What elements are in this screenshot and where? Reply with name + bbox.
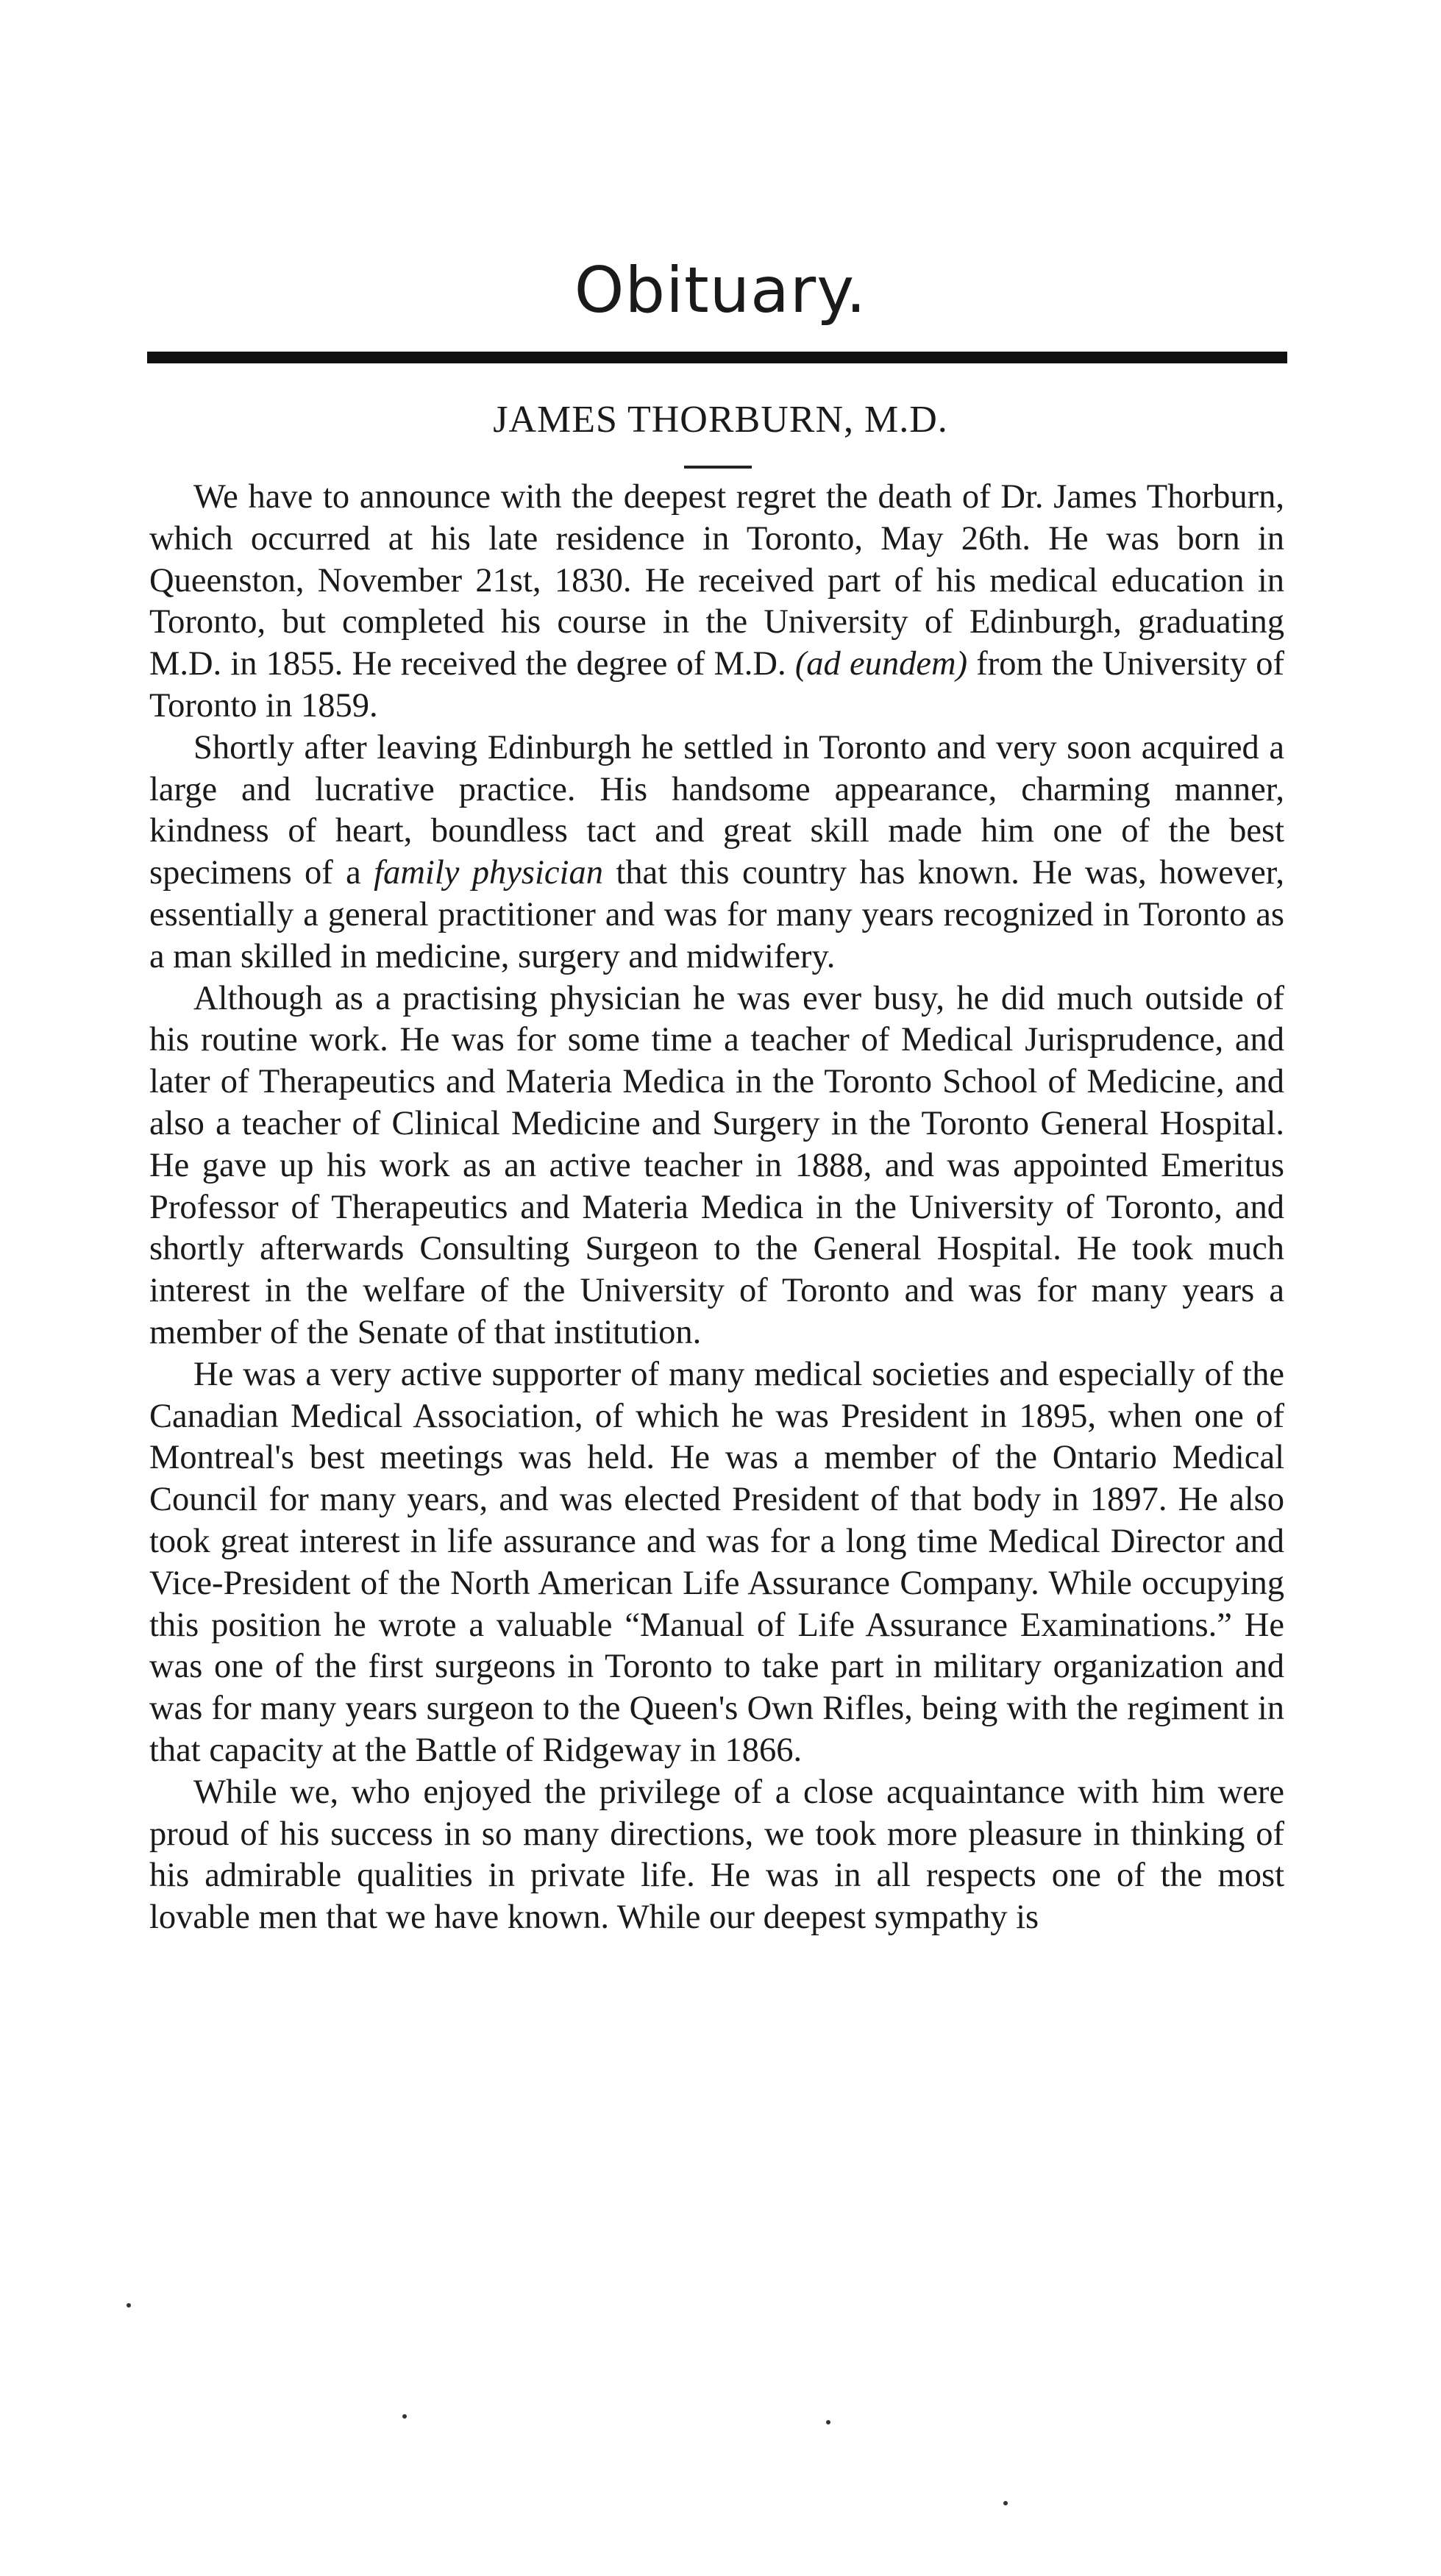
print-speck — [127, 2303, 131, 2308]
paragraph — [149, 477, 1284, 727]
article-body — [149, 477, 1284, 1939]
paragraph-text: Shortly after leaving Edinburgh he settled in Toronto and very soon acquired a large and lucrative practice. His handsome appearance, charming manner, kindness of heart, boundless tact and great skill made him one of the best specimens of a — [149, 728, 1284, 892]
page-title: Obituary. — [574, 254, 867, 327]
paragraph-text: We have to announce with the deepest regret the death of Dr. James Thorburn, which occurred at his late residence in Toronto, May 26th. He was born in Queenston, November 21st, 1830. He received part of his medical education in Toronto, but completed his course in the University of Edinburgh, graduating M.D. in 1855. He received the degree of M.D. — [149, 478, 1284, 683]
subtitle-divider — [684, 466, 752, 469]
paragraph-text: that this country has known. He was, however, essentially a general practitioner and was for many years recognized in Toronto as a man skilled in medicine, surgery and midwifery. — [149, 854, 1284, 975]
paragraph: He was a very active supporter of many medical societies and especially of the Canadian Medical Association, of which he was President in 1895, when one of Montreal's best meetings was held. He was a member of the Ontario Medical Council for many years, and was elected President of that body in 1897. He also took great interest in life assurance and was for a long time Medical Director and Vice-President of the North American Life Assurance Company. While occupying this position he wrote a valuable “Manual of Life Assurance Examinations.” He was one of the first surgeons in Toronto to take part in military organization and was for many years surgeon to the Queen's Own Rifles, being with the regiment in that capacity at the Battle of Ridgeway in 1866. — [149, 1355, 1284, 1769]
print-speck — [1003, 2501, 1008, 2505]
paragraph — [149, 727, 1284, 978]
paragraph: Although as a practising physician he was ever busy, he did much outside of his routine work. He was for some time a teacher of Medical Jurisprudence, and later of Therapeutics and Materia Medica in the Toronto School of Medicine, and also a teacher of Clinical Medicine and Surgery in the Toronto General Hospital. He gave up his work as an active teacher in 1888, and was appointed Emeritus Professor of Therapeutics and Materia Medica in the University of Toronto, and shortly afterwards Consulting Surgeon to the General Hospital. He took much interest in the welfare of the University of Toronto and was for many years a member of the Senate of that institution. — [149, 979, 1284, 1351]
print-speck — [826, 2420, 830, 2424]
italic-term: family physician — [374, 854, 603, 892]
article-subtitle: JAMES THORBURN, M.D. — [493, 399, 948, 441]
paragraph-text: from the University of Toronto in 1859. — [149, 645, 1284, 725]
heading-rule — [147, 352, 1287, 363]
print-speck — [402, 2414, 407, 2419]
paragraph: While we, who enjoyed the privilege of a close acquaintance with him were proud of his success in so many directions, we took more pleasure in thinking of his admirable qualities in private life. He was in all respects one of the most lovable men that we have known. While our deepest sympathy is — [149, 1773, 1284, 1937]
italic-term: (ad eundem) — [794, 645, 968, 683]
